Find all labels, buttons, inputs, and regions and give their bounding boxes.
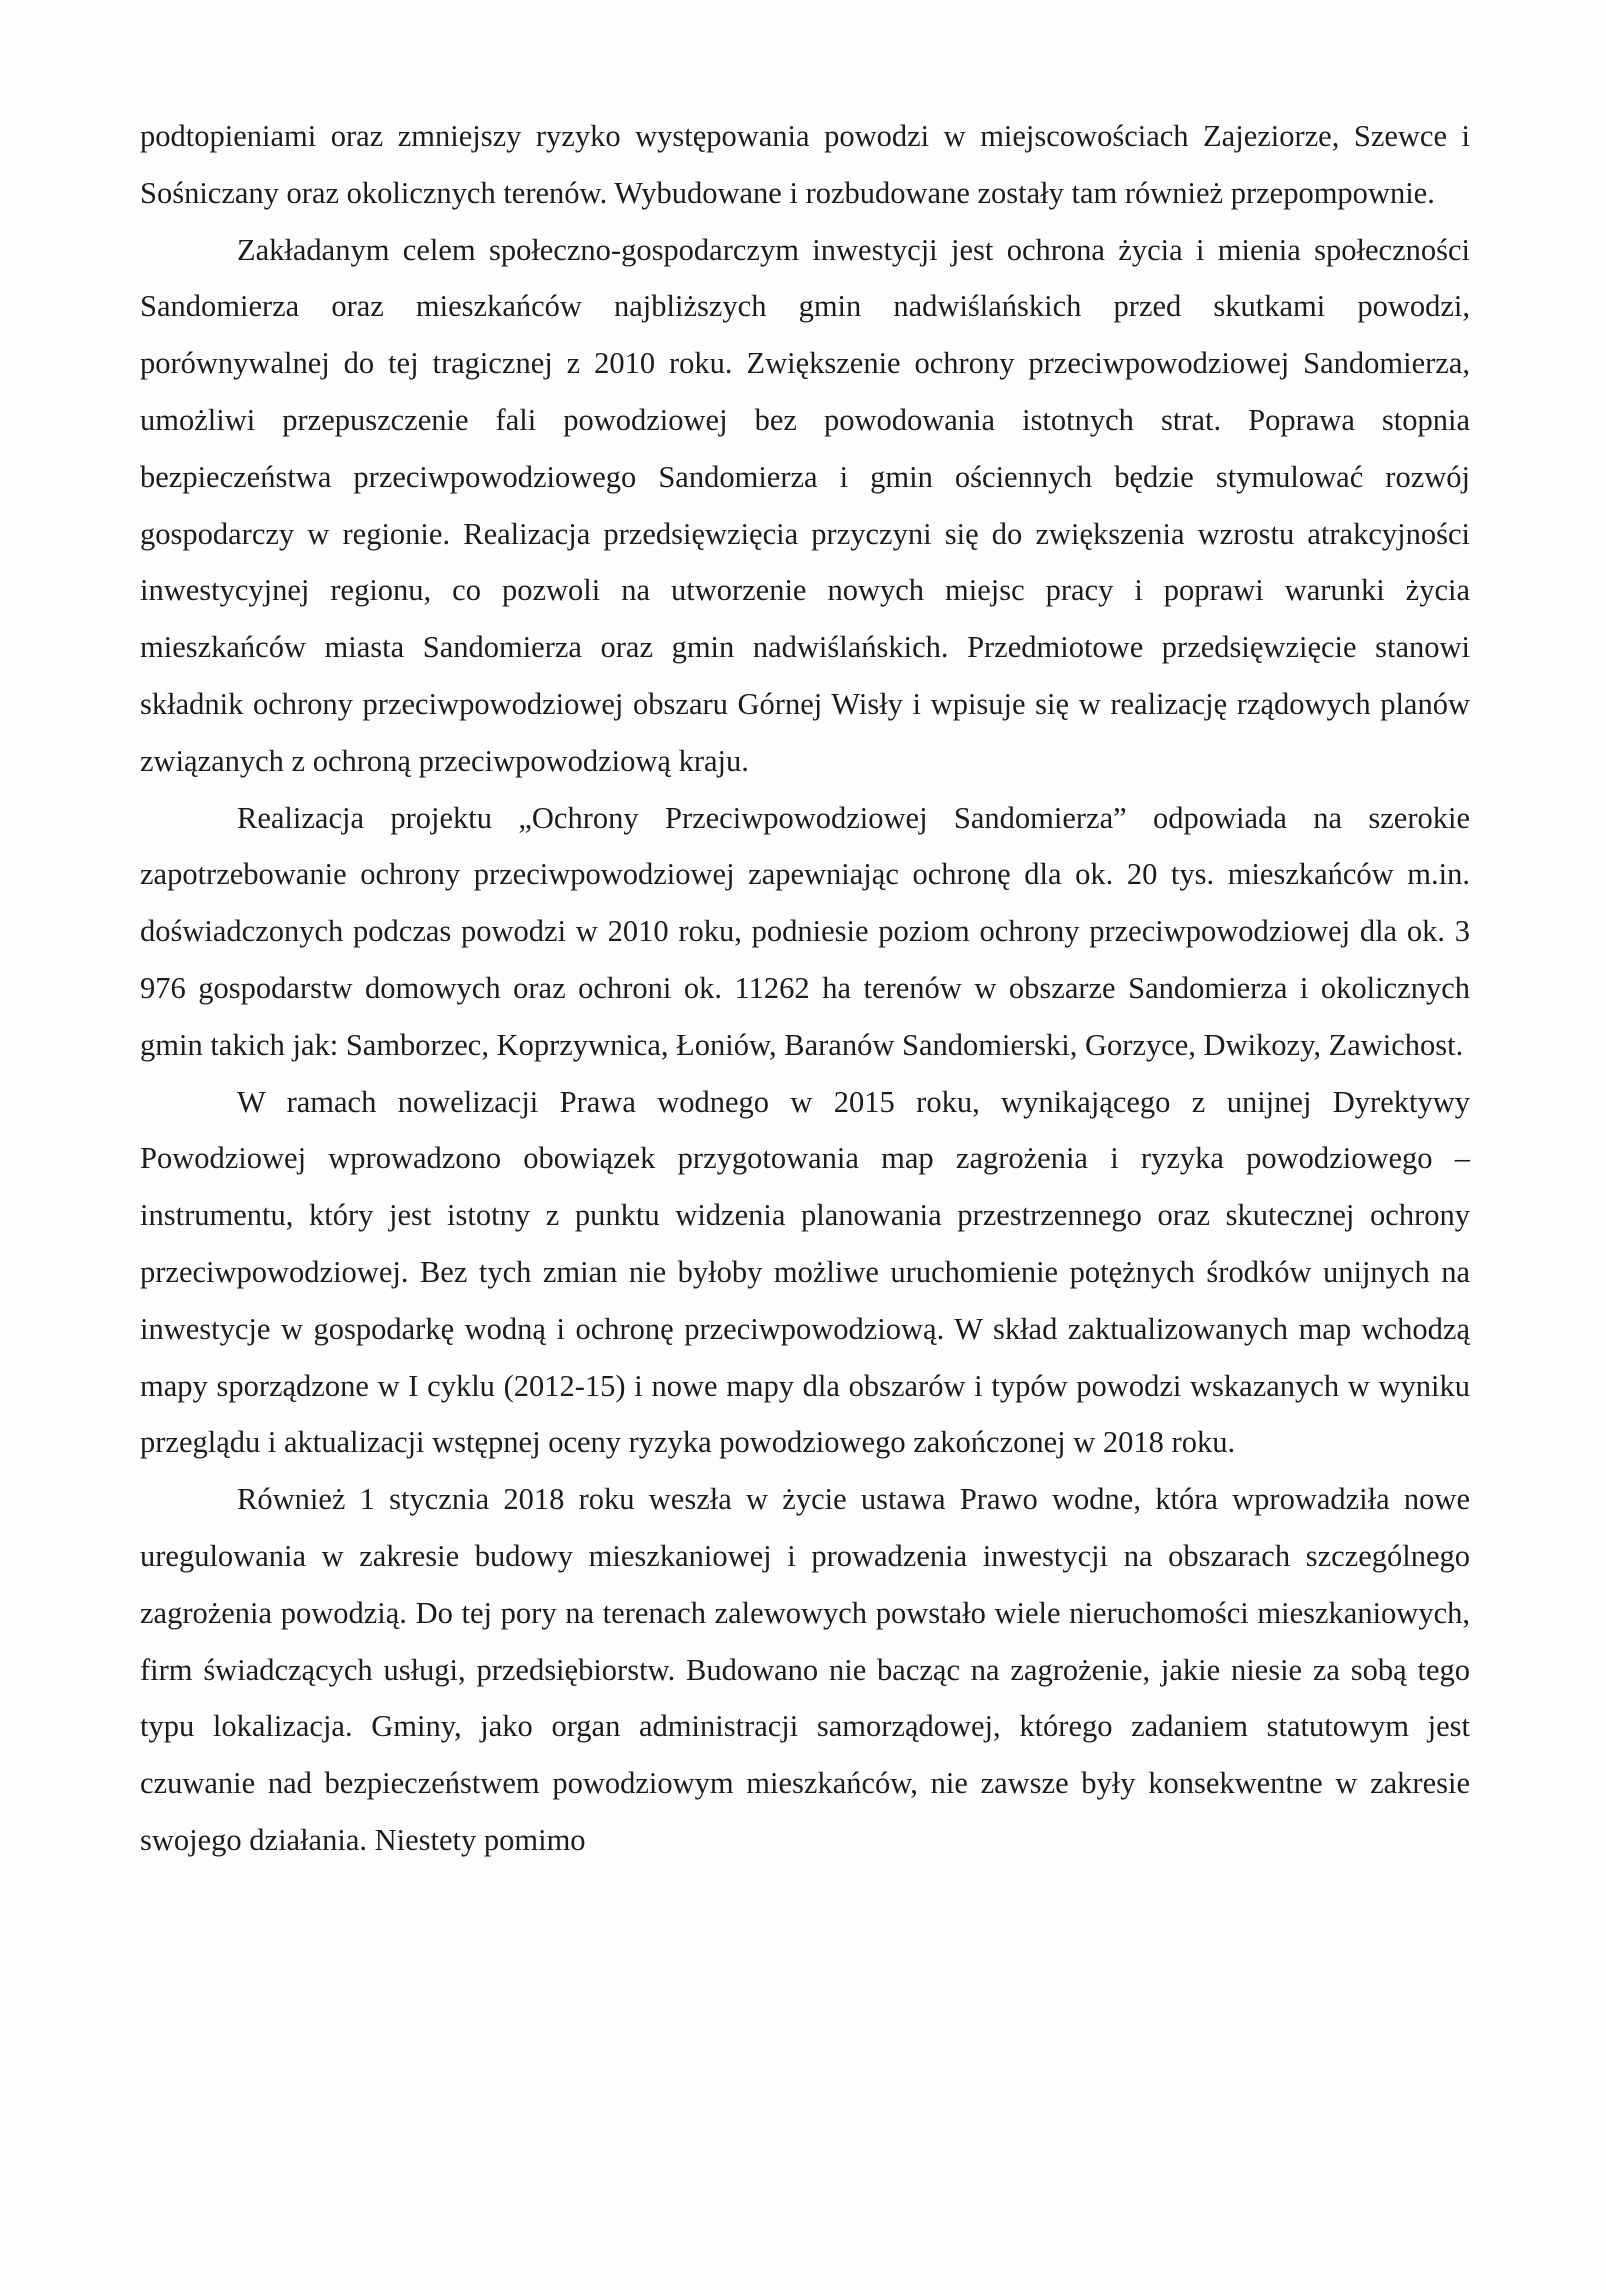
document-body (140, 108, 1470, 1869)
paragraph-water-law-2018: Również 1 stycznia 2018 roku weszła w życie ustawa Prawo wodne, która wprowadziła nowe uregulowania w zakresie budowy mieszkaniowej i prowadzenia inwestycji na obszarach szczególnego zagrożenia powodzią. Do tej pory na terenach zalewowych powstało wiele nieruchomości mieszkaniowych, firm świadczących usługi, przedsiębiorstw. Budowano nie bacząc na zagrożenie, jakie niesie za sobą tego typu lokalizacja. Gminy, jako organ administracji samorządowej, którego zadaniem statutowym jest czuwanie nad bezpieczeństwem powodziowym mieszkańców, nie zawsze były konsekwentne w zakresie swojego działania. Niestety pomimo (140, 1482, 1470, 1857)
paragraph-project-realization: Realizacja projektu „Ochrony Przeciwpowodziowej Sandomierza” odpowiada na szerokie zapotrzebowanie ochrony przeciwpowodziowej zapewniając ochronę dla ok. 20 tys. mieszkańców m.in. doświadczonych podczas powodzi w 2010 roku, podniesie poziom ochrony przeciwpowodziowej dla ok. 3 976 gospodarstw domowych oraz ochroni ok. 11262 ha terenów w obszarze Sandomierza i okolicznych gmin takich jak: Samborzec, Koprzywnica, Łoniów, Baranów Sandomierski, Gorzyce, Dwikozy, Zawichost. (140, 800, 1470, 1062)
paragraph-water-law-2015: W ramach nowelizacji Prawa wodnego w 2015 roku, wynikającego z unijnej Dyrektywy Powodziowej wprowadzono obowiązek przygotowania map zagrożenia i ryzyka powodziowego – instrumentu, który jest istotny z punktu widzenia planowania przestrzennego oraz skutecznej ochrony przeciwpowodziowej. Bez tych zmian nie byłoby możliwe uruchomienie potężnych środków unijnych na inwestycje w gospodarkę wodną i ochronę przeciwpowodziową. W skład zaktualizowanych map wchodzą mapy sporządzone w I cyklu (2012-15) i nowe mapy dla obszarów i typów powodzi wskazanych w wyniku przeglądu i aktualizacji wstępnej oceny ryzyka powodziowego zakończonej w 2018 roku. (140, 1084, 1470, 1460)
paragraph-investment-goal: Zakładanym celem społeczno-gospodarczym inwestycji jest ochrona życia i mienia społeczności Sandomierza oraz mieszkańców najbliższych gmin nadwiślańskich przed skutkami powodzi, porównywalnej do tej tragicznej z 2010 roku. Zwiększenie ochrony przeciwpowodziowej Sandomierza, umożliwi przepuszczenie fali powodziowej bez powodowania istotnych strat. Poprawa stopnia bezpieczeństwa przeciwpowodziowego Sandomierza i gmin ościennych będzie stymulować rozwój gospodarczy w regionie. Realizacja przedsięwzięcia przyczyni się do zwiększenia wzrostu atrakcyjności inwestycyjnej regionu, co pozwoli na utworzenie nowych miejsc pracy i poprawi warunki życia mieszkańców miasta Sandomierza oraz gmin nadwiślańskich. Przedmiotowe przedsięwzięcie stanowi składnik ochrony przeciwpowodziowej obszaru Górnej Wisły i wpisuje się w realizację rządowych planów związanych z ochroną przeciwpowodziową kraju. (140, 232, 1470, 778)
paragraph-continuation: podtopieniami oraz zmniejszy ryzyko występowania powodzi w miejscowościach Zajeziorze, Szewce i Sośniczany oraz okolicznych terenów. Wybudowane i rozbudowane zostały tam również przepompownie. (140, 119, 1470, 210)
